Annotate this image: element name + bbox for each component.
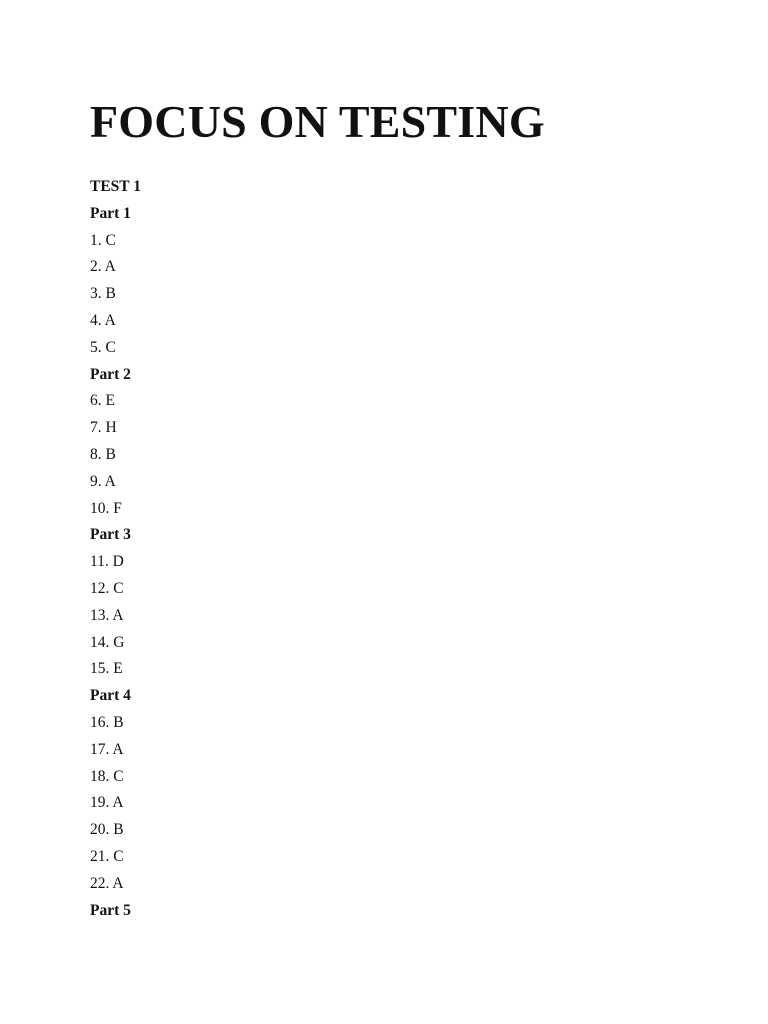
document-page — [90, 96, 690, 924]
answer-item: 15. E — [90, 660, 123, 678]
answer-item: 17. A — [90, 740, 124, 758]
section-heading: Part 4 — [90, 687, 131, 705]
answer-item: 13. A — [90, 606, 124, 624]
answer-item: 4. A — [90, 311, 116, 329]
answer-item: 1. C — [90, 231, 116, 249]
answer-item: 12. C — [90, 579, 124, 597]
answer-item: 3. B — [90, 285, 116, 303]
answer-item: 11. D — [90, 553, 124, 571]
answer-item: 10. F — [90, 499, 122, 517]
answer-item: 6. E — [90, 392, 115, 410]
document-title: FOCUS ON TESTING — [90, 96, 545, 147]
section-heading: Part 5 — [90, 901, 131, 919]
answer-item: 8. B — [90, 445, 116, 463]
answer-item: 14. G — [90, 633, 125, 651]
section-heading: Part 2 — [90, 365, 131, 383]
answer-item: 19. A — [90, 794, 124, 812]
answer-key-list — [90, 174, 690, 924]
answer-item: 7. H — [90, 419, 117, 437]
answer-item: 20. B — [90, 821, 124, 839]
section-heading: Part 1 — [90, 204, 131, 222]
answer-item: 18. C — [90, 767, 124, 785]
answer-item: 5. C — [90, 338, 116, 356]
answer-item: 16. B — [90, 713, 124, 731]
section-heading: TEST 1 — [90, 178, 141, 195]
answer-item: 21. C — [90, 847, 124, 865]
answer-item: 9. A — [90, 472, 116, 490]
answer-item: 22. A — [90, 874, 124, 892]
section-heading: Part 3 — [90, 526, 131, 544]
answer-item: 2. A — [90, 258, 116, 276]
